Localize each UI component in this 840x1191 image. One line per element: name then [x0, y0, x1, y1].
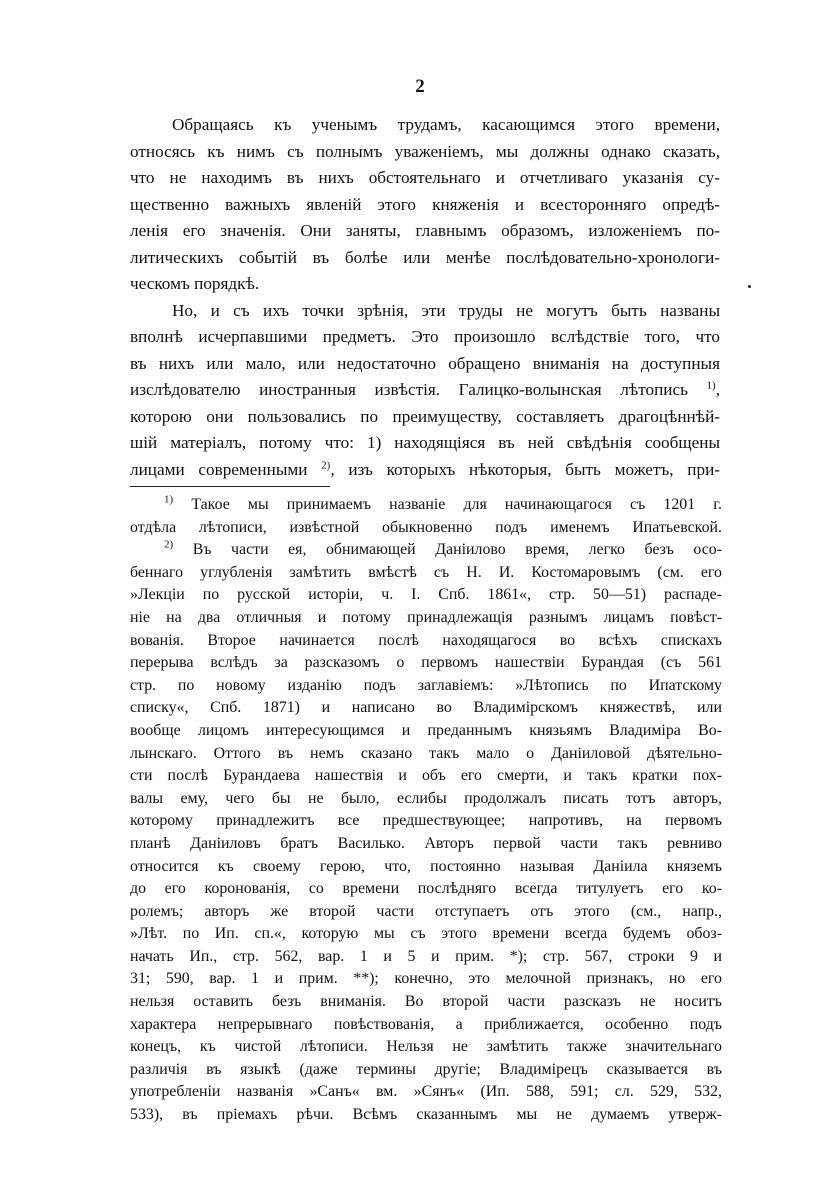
footnote-line: списку«, Спб. 1871) и написано во Владимірскомъ княжествѣ, или	[130, 699, 722, 717]
footnote-line	[130, 494, 722, 517]
paragraph-1	[130, 112, 720, 298]
footnote-line: различія въ языкѣ (даже термины другіе; Владимірецъ сказывается въ	[130, 1060, 722, 1078]
footnote-line: лынскаго. Оттого въ немъ сказано такъ мало о Даніиловой дѣятельно-	[130, 744, 722, 762]
footnote-line: ролемъ; авторъ же второй части отступаетъ отъ этого (см., напр.,	[130, 902, 722, 920]
text-line: шій матеріалъ, потому что: 1) находящіяся въ ней свѣдѣнія сообщены	[130, 433, 720, 452]
text-line-with-footnote	[130, 377, 720, 404]
footnote-line: которому принадлежитъ все предшествующее; напротивъ, на первомъ	[130, 812, 722, 830]
paragraph-2	[130, 298, 720, 484]
footnote-line: отдѣла лѣтописи, извѣстной обыкновенно подъ именемъ Ипатьевской.	[130, 518, 722, 536]
footnote-line: относится къ своему герою, что, постоянно называя Даніила княземъ	[130, 857, 722, 875]
text-fragment: лицами современными	[130, 459, 308, 479]
footnote-line: »Лекціи по русской исторіи, ч. I. Спб. 1861«, стр. 50—51) распаде-	[130, 586, 722, 604]
footnote-line: »Лѣт. по Ип. сп.«, которую мы съ этого времени всегда будемъ обоз-	[130, 925, 722, 943]
footnote-line: 31; 590, вар. 1 и прим. **); конечно, это мелочной признакъ, но его	[130, 970, 722, 988]
text-fragment: Такое мы принимаемъ названіе для начинающагося съ 1201 г.	[191, 496, 723, 513]
footnote-2	[130, 539, 722, 1126]
footnote-line: нельзя оставить безъ вниманія. Во второй части разсказъ не носитъ	[130, 993, 722, 1011]
text-line: ленія его значенія. Они заняты, главнымъ образомъ, изложеніемъ по-	[130, 221, 720, 240]
footnote-line	[130, 539, 722, 562]
footnote-line: употребленіи названія »Санъ« вм. »Сянъ« (Ип. 588, 591; сл. 529, 532,	[130, 1083, 722, 1101]
footnote-line: до его коронованія, со времени послѣдняго всегда титулуетъ его ко-	[130, 880, 722, 898]
footnote-line: вообще лицомъ интересующимся и преданнымъ князьямъ Владиміра Во-	[130, 721, 722, 739]
text-fragment: изслѣдователю иностранныя извѣстія. Галицко-волынская лѣтопись	[130, 380, 688, 399]
footnote-marker: 1)	[164, 493, 174, 506]
text-line: Обращаясь къ ученымъ трудамъ, касающимся этого времени,	[172, 115, 720, 134]
text-line-with-footnote	[130, 457, 720, 484]
text-line: Но, и съ ихъ точки зрѣнія, эти труды не могутъ быть названы	[172, 300, 720, 320]
footnote-ref-2: 2)	[321, 458, 331, 471]
footnote-marker: 2)	[164, 538, 174, 551]
text-line: вполнѣ исчерпавшими предметъ. Это произошло вслѣдствіе того, что	[130, 327, 720, 346]
footnote-line: сти послѣ Бурандаева нашествія и объ его смерти, и такъ кратки пох-	[130, 767, 722, 785]
footnote-line: беннаго углубленія замѣтить вмѣстѣ съ Н. И. Костомаровымъ (см. его	[130, 563, 722, 581]
text-fragment: Въ части ея, обнимающей Даніилово время, легко безъ осо-	[192, 541, 722, 559]
footnote-line: валы ему, чего бы не было, еслибы продолжалъ писать тотъ авторъ,	[130, 789, 722, 807]
text-line: щественно важныхъ явленій этого княженія и всесторонняго опредѣ-	[130, 194, 720, 214]
footnote-line: вованія. Второе начинается послѣ находящагося во всѣхъ спискахъ	[130, 631, 722, 649]
footnote-line: ніе на два отличныя и потому принадлежащія разнымъ лицамъ повѣст-	[130, 608, 722, 626]
main-text	[130, 112, 720, 483]
footnote-line: характера непрерывнаго повѣствованія, а приближается, особенно подъ	[130, 1015, 722, 1033]
text-line: относясь къ нимъ съ полнымъ уваженіемъ, мы должны однако сказать,	[130, 141, 720, 161]
text-line: что не находимъ въ нихъ обстоятельнаго и отчетливаго указанія су-	[130, 168, 720, 187]
page-number: 2	[415, 76, 425, 97]
footnote-line: перерыва вслѣдъ за разсказомъ о первомъ нашествіи Бурандая (съ 561	[130, 654, 722, 672]
footnote-line: 533), въ пріемахъ рѣчи. Всѣмъ сказаннымъ мы не думаемъ утверж-	[130, 1106, 722, 1124]
footnote-line: начать Ип., стр. 562, вар. 1 и 5 и прим. *); стр. 567, строки 9 и	[130, 947, 722, 965]
footnote-separator	[130, 486, 330, 487]
footnote-line: стр. по новому изданію подъ заглавіемъ: »Лѣтопись по Ипатскому	[130, 676, 722, 694]
footnote-line: планѣ Даніиловъ братъ Василько. Авторъ первой части такъ ревниво	[130, 834, 722, 852]
footnote-ref-1: 1)	[706, 379, 716, 392]
text-line: которою они пользовались по преимуществу, составляетъ драгоцѣннѣй-	[130, 406, 720, 426]
text-fragment: ,	[715, 380, 721, 399]
text-fragment: , изъ которыхъ нѣкоторыя, быть можетъ, при-	[330, 459, 720, 479]
text-line: въ нихъ или мало, или недостаточно обращено вниманія на доступныя	[130, 353, 720, 373]
footnote-1	[130, 494, 722, 539]
ink-speck	[748, 285, 751, 288]
text-line: литическихъ событій въ болѣе или менѣе послѣдовательно-хронологи-	[130, 247, 720, 267]
footnote-line: конецъ, къ чистой лѣтописи. Нельзя не замѣтить также значительнаго	[130, 1038, 722, 1056]
text-line: ческомъ порядкѣ.	[130, 274, 260, 293]
footnotes	[130, 494, 722, 1127]
